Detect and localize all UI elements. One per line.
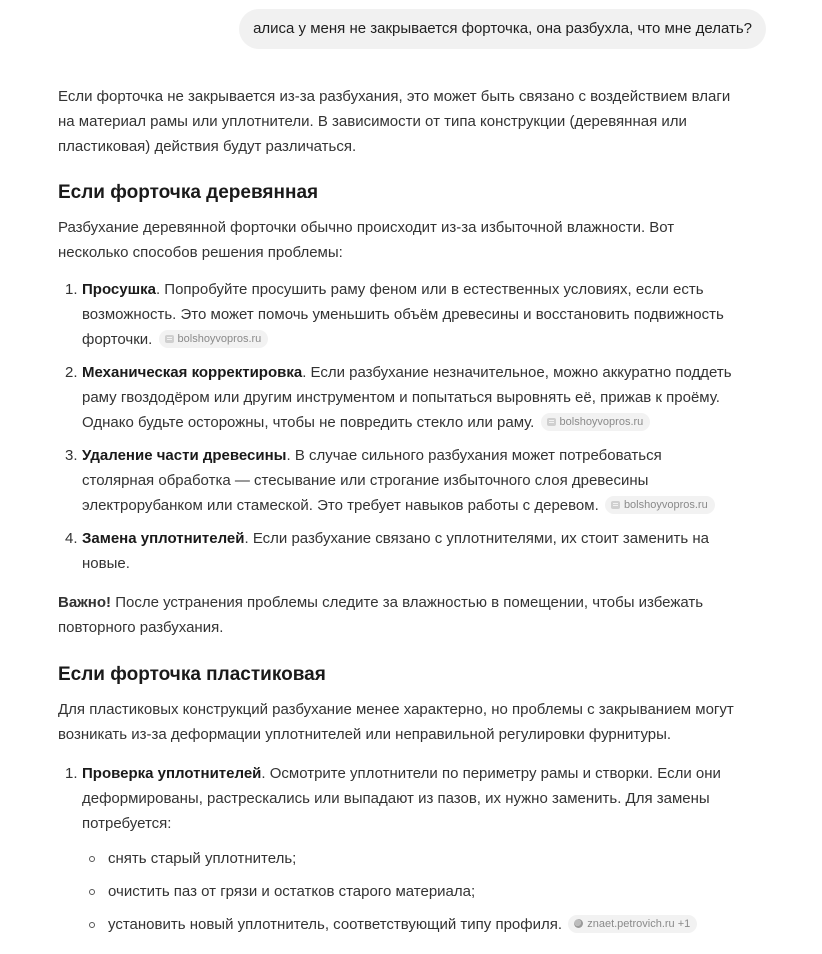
step-title: Механическая корректировка: [82, 364, 303, 381]
plastic-steps-list: [58, 761, 738, 937]
list-item: [65, 360, 738, 435]
step-text: . Если разбухание связано с уплотнителями, их стоит заменить на новые.: [82, 530, 709, 572]
section-heading-wood: Если форточка деревянная: [58, 182, 319, 203]
sub-list-item: [82, 912, 738, 937]
list-item: [65, 761, 738, 937]
section-heading-plastic: Если форточка пластиковая: [58, 664, 326, 685]
globe-icon: [574, 919, 583, 928]
list-number: 1.: [65, 765, 78, 782]
step-text: . Если разбухание незначительное, можно аккуратно поддеть раму гвоздодёром или другим инструментом и попытаться выровнять её, прижав к проёму. Однако будьте осторожны, чтобы не повредить стекло или раму.: [82, 364, 732, 431]
sub-list: [82, 846, 738, 937]
answer-intro: Если форточка не закрывается из-за разбухания, это может быть связано с воздействием влаги на материал рамы или уплотнители. В зависимости от типа конструкции (деревянная или пластиковая) действия будут различаться.: [58, 88, 731, 155]
source-label: bolshoyvopros.ru: [559, 416, 644, 428]
wood-intro: Разбухание деревянной форточки обычно происходит из-за избыточной влажности. Вот несколько способов решения проблемы:: [58, 219, 675, 261]
sub-item-text: снять старый уплотнитель;: [108, 850, 297, 867]
sub-item-text: установить новый уплотнитель, соответствующий типу профиля.: [108, 916, 563, 933]
step-text: . В случае сильного разбухания может потребоваться столярная обработка — стесывание или строгание избыточного слоя древесины электрорубанком или стамеской. Это требует навыков работы с деревом.: [82, 447, 662, 514]
hollow-bullet-icon: [89, 889, 95, 895]
sub-item-text: очистить паз от грязи и остатков старого материала;: [108, 883, 476, 900]
plastic-intro: Для пластиковых конструкций разбухание менее характерно, но проблемы с закрыванием могут возникать из-за деформации уплотнителей или неправильной регулировки фурнитуры.: [58, 701, 734, 743]
source-chip[interactable]: [159, 330, 269, 348]
source-label: bolshoyvopros.ru: [177, 333, 262, 345]
user-message-bubble: алиса у меня не закрывается форточка, она разбухла, что мне делать?: [239, 9, 766, 49]
site-favicon-icon: [547, 418, 556, 426]
sub-list-item: [82, 879, 738, 904]
site-favicon-icon: [611, 501, 620, 509]
list-number: 3.: [65, 447, 78, 464]
list-number: 2.: [65, 364, 78, 381]
step-title: Проверка уплотнителей: [82, 765, 262, 782]
list-item: [65, 443, 738, 518]
list-item: [65, 277, 738, 352]
source-chip[interactable]: [541, 413, 651, 431]
source-chip[interactable]: [605, 496, 715, 514]
hollow-bullet-icon: [89, 856, 95, 862]
list-number: 4.: [65, 530, 78, 547]
step-title: Просушка: [82, 281, 156, 298]
step-title: Удаление части древесины: [82, 447, 287, 464]
assistant-answer: [58, 84, 738, 945]
wood-steps-list: [58, 277, 738, 576]
list-item: [65, 526, 738, 576]
list-number: 1.: [65, 281, 78, 298]
important-text: После устранения проблемы следите за влажностью в помещении, чтобы избежать повторного разбухания.: [58, 594, 704, 636]
source-label: znaet.petrovich.ru +1: [587, 917, 691, 930]
step-text: . Осмотрите уплотнители по периметру рамы и створки. Если они деформированы, растрескались или выпадают из пазов, их нужно заменить. Для замены потребуется:: [82, 765, 721, 832]
hollow-bullet-icon: [89, 922, 95, 928]
important-label: Важно!: [58, 594, 112, 611]
step-text: . Попробуйте просушить раму феном или в естественных условиях, если есть возможность. Это может помочь уменьшить объём древесины и восстановить подвижность форточки.: [82, 281, 724, 348]
sub-list-item: [82, 846, 738, 871]
user-message-row: [239, 9, 766, 49]
source-chip[interactable]: [568, 915, 697, 933]
source-label: bolshoyvopros.ru: [623, 499, 708, 511]
step-title: Замена уплотнителей: [82, 530, 245, 547]
important-note: [58, 590, 738, 640]
site-favicon-icon: [165, 335, 174, 343]
